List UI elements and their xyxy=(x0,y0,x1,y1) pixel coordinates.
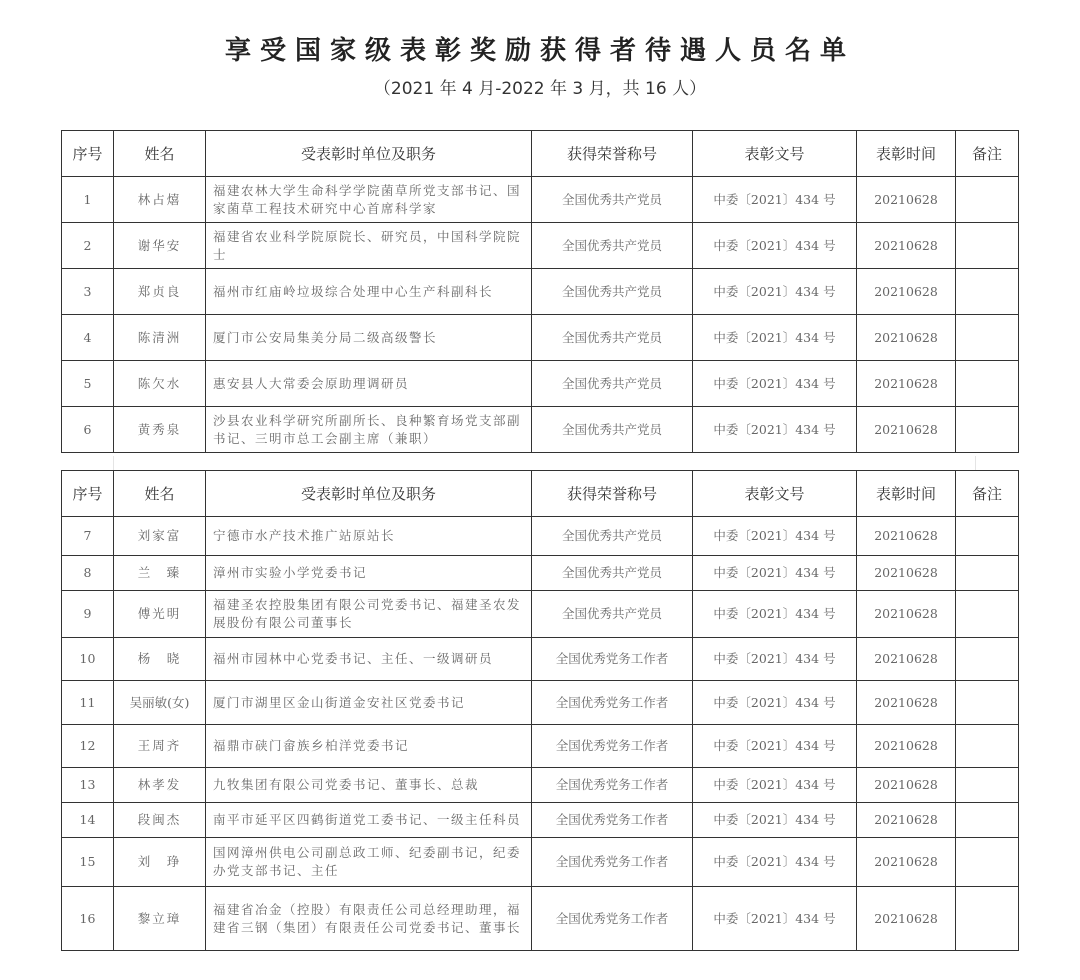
cell-name: 林孝发 xyxy=(114,768,206,803)
cell-no: 3 xyxy=(62,269,114,315)
cell-unit: 九牧集团有限公司党委书记、董事长、总裁 xyxy=(206,768,532,803)
table-row xyxy=(62,269,1019,315)
cell-honor: 全国优秀共产党员 xyxy=(532,315,693,361)
page-break-mark-right xyxy=(975,456,976,470)
table-row xyxy=(62,838,1019,887)
cell-name: 刘 琤 xyxy=(114,838,206,887)
cell-date: 20210628 xyxy=(857,803,956,838)
cell-doc: 中委〔2021〕434 号 xyxy=(693,681,857,725)
cell-doc: 中委〔2021〕434 号 xyxy=(693,725,857,768)
cell-name: 傅光明 xyxy=(114,591,206,638)
cell-date: 20210628 xyxy=(857,725,956,768)
header-doc: 表彰文号 xyxy=(693,131,857,177)
table-row xyxy=(62,177,1019,223)
header-date: 表彰时间 xyxy=(857,131,956,177)
cell-no: 14 xyxy=(62,803,114,838)
table-row xyxy=(62,768,1019,803)
cell-note xyxy=(956,269,1019,315)
table-row xyxy=(62,638,1019,681)
cell-unit: 漳州市实验小学党委书记 xyxy=(206,556,532,591)
cell-date: 20210628 xyxy=(857,269,956,315)
cell-honor: 全国优秀党务工作者 xyxy=(532,887,693,951)
cell-name: 林占熺 xyxy=(114,177,206,223)
cell-honor: 全国优秀共产党员 xyxy=(532,361,693,407)
cell-name: 黎立璋 xyxy=(114,887,206,951)
cell-date: 20210628 xyxy=(857,177,956,223)
header-name: 姓名 xyxy=(114,471,206,517)
cell-no: 15 xyxy=(62,838,114,887)
header-no: 序号 xyxy=(62,131,114,177)
header-unit: 受表彰时单位及职务 xyxy=(206,471,532,517)
table-row xyxy=(62,223,1019,269)
cell-honor: 全国优秀共产党员 xyxy=(532,177,693,223)
cell-note xyxy=(956,223,1019,269)
cell-no: 12 xyxy=(62,725,114,768)
cell-unit: 福建圣农控股集团有限公司党委书记、福建圣农发展股份有限公司董事长 xyxy=(206,591,532,638)
cell-date: 20210628 xyxy=(857,556,956,591)
cell-unit: 沙县农业科学研究所副所长、良种繁育场党支部副书记、三明市总工会副主席（兼职） xyxy=(206,407,532,453)
cell-honor: 全国优秀党务工作者 xyxy=(532,838,693,887)
cell-date: 20210628 xyxy=(857,638,956,681)
cell-unit: 厦门市湖里区金山街道金安社区党委书记 xyxy=(206,681,532,725)
page-break-mark-left xyxy=(113,456,114,470)
cell-doc: 中委〔2021〕434 号 xyxy=(693,315,857,361)
cell-name: 郑贞良 xyxy=(114,269,206,315)
cell-name: 谢华安 xyxy=(114,223,206,269)
table-header-row xyxy=(62,131,1019,177)
honoree-table-part-2 xyxy=(61,470,1019,951)
cell-name: 陈欠水 xyxy=(114,361,206,407)
table-row xyxy=(62,517,1019,556)
cell-date: 20210628 xyxy=(857,591,956,638)
header-note: 备注 xyxy=(956,471,1019,517)
cell-unit: 福鼎市硖门畲族乡柏洋党委书记 xyxy=(206,725,532,768)
cell-doc: 中委〔2021〕434 号 xyxy=(693,269,857,315)
cell-note xyxy=(956,725,1019,768)
cell-unit: 厦门市公安局集美分局二级高级警长 xyxy=(206,315,532,361)
cell-date: 20210628 xyxy=(857,768,956,803)
cell-name: 黄秀泉 xyxy=(114,407,206,453)
cell-name: 段闽杰 xyxy=(114,803,206,838)
cell-note xyxy=(956,638,1019,681)
table-row xyxy=(62,407,1019,453)
cell-doc: 中委〔2021〕434 号 xyxy=(693,556,857,591)
header-honor: 获得荣誉称号 xyxy=(532,131,693,177)
cell-doc: 中委〔2021〕434 号 xyxy=(693,591,857,638)
cell-note xyxy=(956,591,1019,638)
cell-note xyxy=(956,556,1019,591)
cell-honor: 全国优秀共产党员 xyxy=(532,556,693,591)
cell-doc: 中委〔2021〕434 号 xyxy=(693,887,857,951)
cell-no: 2 xyxy=(62,223,114,269)
cell-note xyxy=(956,681,1019,725)
cell-honor: 全国优秀共产党员 xyxy=(532,591,693,638)
cell-honor: 全国优秀党务工作者 xyxy=(532,768,693,803)
cell-no: 8 xyxy=(62,556,114,591)
cell-doc: 中委〔2021〕434 号 xyxy=(693,638,857,681)
header-date: 表彰时间 xyxy=(857,471,956,517)
cell-name: 吴丽敏(女) xyxy=(114,681,206,725)
cell-date: 20210628 xyxy=(857,517,956,556)
cell-unit: 国网漳州供电公司副总政工师、纪委副书记，纪委办党支部书记、主任 xyxy=(206,838,532,887)
cell-name: 刘家富 xyxy=(114,517,206,556)
table-row xyxy=(62,803,1019,838)
table-row xyxy=(62,591,1019,638)
cell-doc: 中委〔2021〕434 号 xyxy=(693,361,857,407)
cell-honor: 全国优秀共产党员 xyxy=(532,269,693,315)
cell-unit: 福建省冶金（控股）有限责任公司总经理助理，福建省三钢（集团）有限责任公司党委书记、董事长 xyxy=(206,887,532,951)
cell-doc: 中委〔2021〕434 号 xyxy=(693,177,857,223)
cell-note xyxy=(956,887,1019,951)
cell-no: 13 xyxy=(62,768,114,803)
cell-date: 20210628 xyxy=(857,887,956,951)
cell-unit: 南平市延平区四鹤街道党工委书记、一级主任科员 xyxy=(206,803,532,838)
cell-date: 20210628 xyxy=(857,838,956,887)
cell-no: 5 xyxy=(62,361,114,407)
table-row xyxy=(62,315,1019,361)
cell-no: 4 xyxy=(62,315,114,361)
cell-doc: 中委〔2021〕434 号 xyxy=(693,407,857,453)
cell-note xyxy=(956,768,1019,803)
table-row xyxy=(62,556,1019,591)
cell-doc: 中委〔2021〕434 号 xyxy=(693,223,857,269)
document-title: 享受国家级表彰奖励获得者待遇人员名单 xyxy=(224,36,855,66)
table-header-row xyxy=(62,471,1019,517)
cell-name: 王周齐 xyxy=(114,725,206,768)
header-note: 备注 xyxy=(956,131,1019,177)
honoree-table-part-1 xyxy=(61,130,1019,453)
table-row xyxy=(62,681,1019,725)
cell-note xyxy=(956,407,1019,453)
table-row xyxy=(62,887,1019,951)
cell-no: 10 xyxy=(62,638,114,681)
cell-no: 7 xyxy=(62,517,114,556)
cell-no: 6 xyxy=(62,407,114,453)
cell-date: 20210628 xyxy=(857,407,956,453)
cell-date: 20210628 xyxy=(857,223,956,269)
header-no: 序号 xyxy=(62,471,114,517)
cell-note xyxy=(956,838,1019,887)
cell-honor: 全国优秀共产党员 xyxy=(532,223,693,269)
header-doc: 表彰文号 xyxy=(693,471,857,517)
cell-date: 20210628 xyxy=(857,681,956,725)
cell-unit: 宁德市水产技术推广站原站长 xyxy=(206,517,532,556)
cell-note xyxy=(956,803,1019,838)
cell-date: 20210628 xyxy=(857,315,956,361)
document-subtitle: （2021 年 4 月-2022 年 3 月，共 16 人） xyxy=(373,79,707,99)
cell-note xyxy=(956,315,1019,361)
cell-honor: 全国优秀党务工作者 xyxy=(532,638,693,681)
cell-date: 20210628 xyxy=(857,361,956,407)
cell-unit: 福州市园林中心党委书记、主任、一级调研员 xyxy=(206,638,532,681)
header-name: 姓名 xyxy=(114,131,206,177)
cell-honor: 全国优秀党务工作者 xyxy=(532,681,693,725)
cell-unit: 惠安县人大常委会原助理调研员 xyxy=(206,361,532,407)
table-row xyxy=(62,361,1019,407)
cell-no: 1 xyxy=(62,177,114,223)
cell-no: 9 xyxy=(62,591,114,638)
cell-name: 杨 晓 xyxy=(114,638,206,681)
table-row xyxy=(62,725,1019,768)
cell-note xyxy=(956,361,1019,407)
cell-honor: 全国优秀党务工作者 xyxy=(532,725,693,768)
cell-doc: 中委〔2021〕434 号 xyxy=(693,768,857,803)
cell-doc: 中委〔2021〕434 号 xyxy=(693,517,857,556)
cell-no: 11 xyxy=(62,681,114,725)
cell-no: 16 xyxy=(62,887,114,951)
cell-unit: 福建农林大学生命科学学院菌草所党支部书记、国家菌草工程技术研究中心首席科学家 xyxy=(206,177,532,223)
cell-note xyxy=(956,517,1019,556)
cell-doc: 中委〔2021〕434 号 xyxy=(693,838,857,887)
cell-note xyxy=(956,177,1019,223)
cell-honor: 全国优秀共产党员 xyxy=(532,407,693,453)
cell-name: 兰 臻 xyxy=(114,556,206,591)
header-honor: 获得荣誉称号 xyxy=(532,471,693,517)
cell-doc: 中委〔2021〕434 号 xyxy=(693,803,857,838)
cell-honor: 全国优秀党务工作者 xyxy=(532,803,693,838)
cell-unit: 福州市红庙岭垃圾综合处理中心生产科副科长 xyxy=(206,269,532,315)
header-unit: 受表彰时单位及职务 xyxy=(206,131,532,177)
cell-honor: 全国优秀共产党员 xyxy=(532,517,693,556)
cell-unit: 福建省农业科学院原院长、研究员，中国科学院院士 xyxy=(206,223,532,269)
cell-name: 陈清洲 xyxy=(114,315,206,361)
